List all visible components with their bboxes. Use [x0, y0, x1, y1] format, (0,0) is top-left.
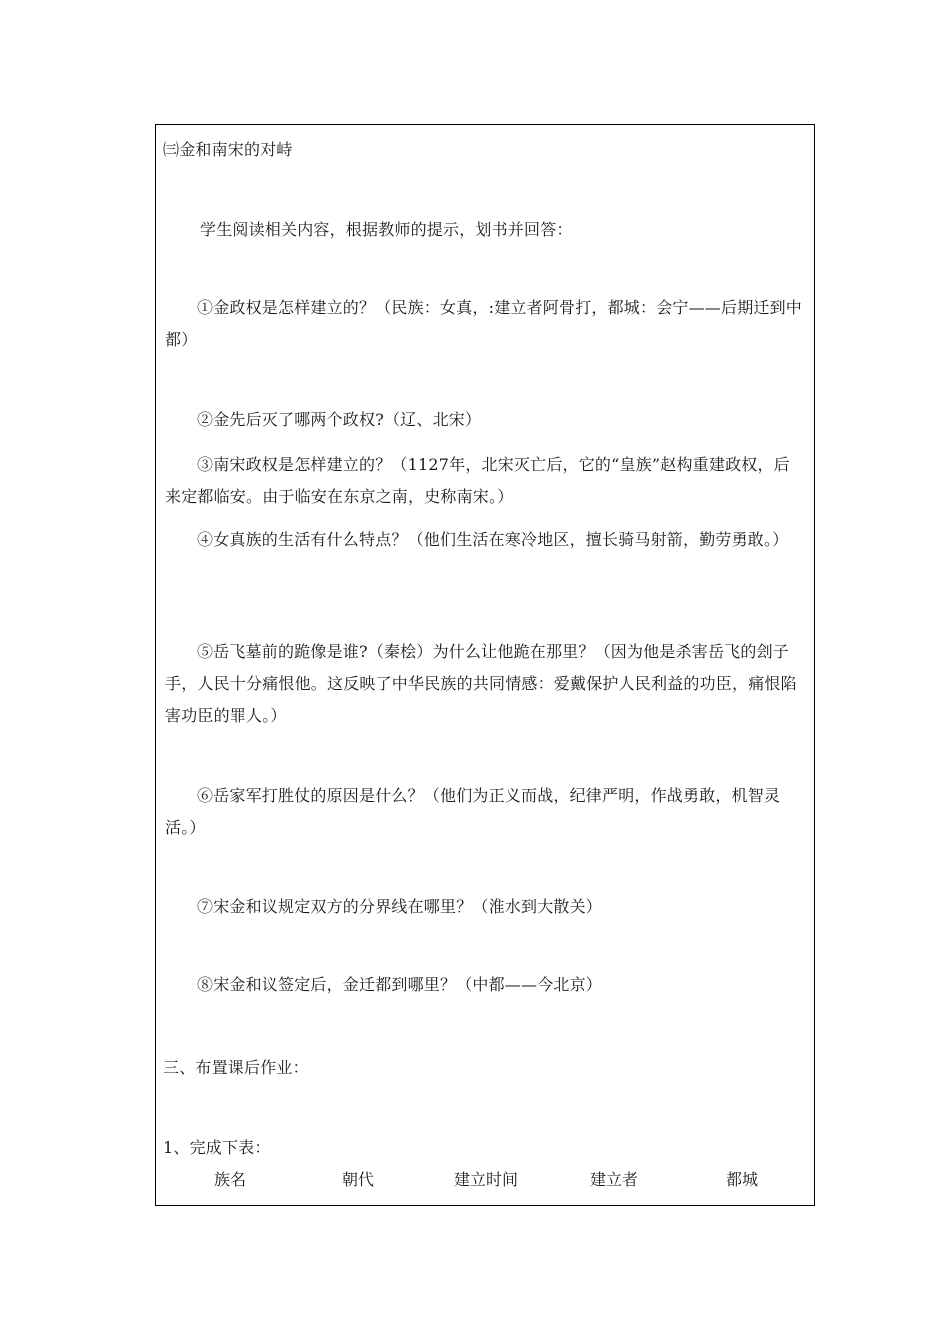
question-6: ⑥岳家军打胜仗的原因是什么？（他们为正义而战，纪律严明，作战勇敢，机智灵活。）: [165, 786, 781, 837]
table-header-cell: 族名: [213, 1170, 247, 1189]
table-header-cell: 建立者: [589, 1170, 639, 1189]
question-2: ②金先后灭了哪两个政权?（辽、北宋）: [197, 410, 482, 429]
question-8: ⑧宋金和议签定后，金迁都到哪里？（中都——今北京）: [197, 975, 603, 994]
question-3: ③南宋政权是怎样建立的？（1127年，北宋灭亡后，它的“皇族”赵构重建政权，后来定都临安。由于临安在东京之南，史称南宋。）: [165, 455, 790, 506]
section-title: ㈢金和南宋的对峙: [163, 140, 293, 159]
question-1: ①金政权是怎样建立的？（民族：女真，:建立者阿骨打，都城：会宁——后期迁到中都）: [165, 298, 802, 349]
table-header-cell: 建立时间: [453, 1170, 519, 1189]
question-4: ④女真族的生活有什么特点？（他们生活在寒冷地区，擅长骑马射箭，勤劳勇敢。）: [197, 530, 789, 549]
section-intro: 学生阅读相关内容，根据教师的提示，划书并回答：: [200, 220, 573, 239]
table-header-cell: 都城: [725, 1170, 759, 1189]
homework-task: 1、完成下表：: [163, 1138, 271, 1157]
question-5: ⑤岳飞墓前的跪像是谁?（秦桧）为什么让他跪在那里？（因为他是杀害岳飞的刽子手，人民十分痛恨他。这反映了中华民族的共同情感：爱戴保护人民利益的功臣，痛恨陷害功臣的罪人。）: [165, 642, 797, 725]
table-header-row: [155, 1170, 815, 1190]
homework-title: 三、布置课后作业：: [163, 1058, 309, 1077]
table-header-cell: 朝代: [341, 1170, 375, 1189]
question-7: ⑦宋金和议规定双方的分界线在哪里？（淮水到大散关）: [197, 897, 603, 916]
